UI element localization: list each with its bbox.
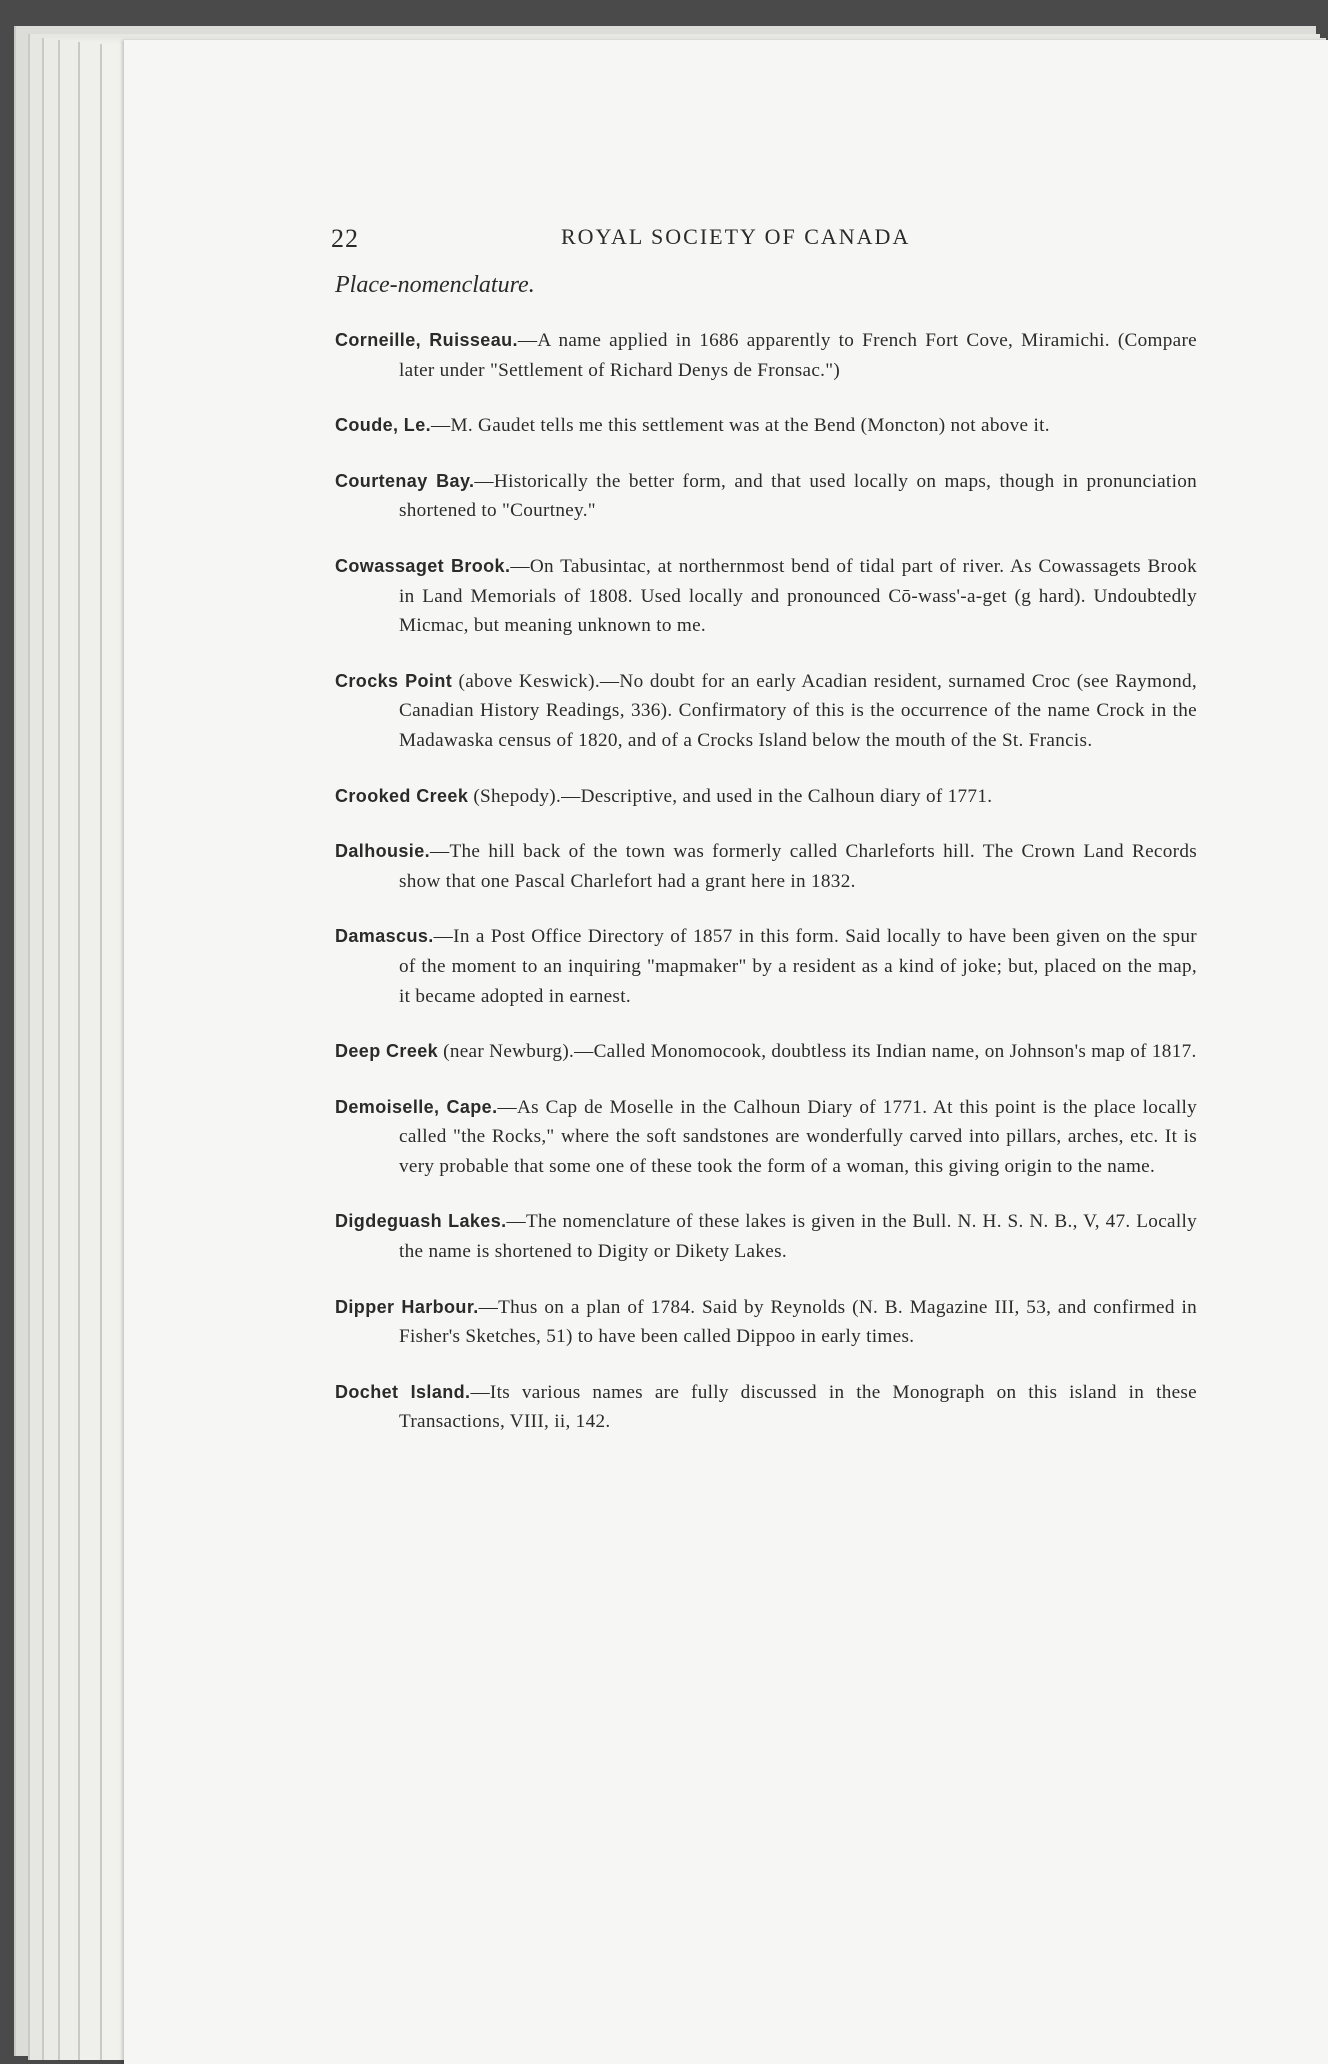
section-title: Place-nomenclature. bbox=[335, 272, 535, 298]
entry-text: —The nomenclature of these lakes is given in the Bull. N. H. S. N. B., V, 47. Locally the name is shortened to Digity or Dikety Lakes. bbox=[399, 1211, 1197, 1263]
entry-text: —Historically the better form, and that used locally on maps, though in pronunciation shortened to "Courtney." bbox=[399, 470, 1197, 522]
list-item bbox=[335, 1378, 1197, 1437]
entry-heading: Deep Creek bbox=[335, 1041, 439, 1062]
entry-text: —M. Gaudet tells me this settlement was at the Bend (Moncton) not above it. bbox=[431, 415, 1050, 437]
page-number: 22 bbox=[331, 224, 359, 253]
entry-text: —A name applied in 1686 apparently to French Fort Cove, Miramichi. (Compare later under "Settlement of Richard Denys de Fronsac.") bbox=[399, 330, 1197, 381]
list-item bbox=[335, 1207, 1197, 1266]
entry-text: (near Newburg).—Called Monomocook, doubtless its Indian name, on Johnson's map of 1817. bbox=[438, 1041, 1197, 1063]
entry-text: (above Keswick).—No doubt for an early Acadian resident, surnamed Croc (see Raymond, Canadian History Readings, 336). Confirmatory of this is the occurrence of the name Crock in the Madawaska census of 1820, and of a Crocks Island below the mouth of the St. Francis. bbox=[399, 670, 1197, 751]
entry-text: —The hill back of the town was formerly called Charleforts hill. The Crown Land Records show that one Pascal Charlefort had a grant here in 1832. bbox=[399, 841, 1197, 892]
entry-list bbox=[335, 326, 1197, 1463]
list-item bbox=[335, 411, 1197, 441]
entry-heading: Damascus. bbox=[335, 926, 434, 947]
entry-text: —As Cap de Moselle in the Calhoun Diary of 1771. At this point is the place locally called "the Rocks," where the soft sandstones are wonderfully carved into pillars, arches, etc. It is very probable that some one of these took the form of a woman, this giving origin to the name. bbox=[399, 1096, 1197, 1177]
entry-heading: Cowassaget Brook. bbox=[335, 555, 511, 576]
list-item bbox=[335, 552, 1197, 641]
entry-heading: Crooked Creek bbox=[335, 785, 469, 806]
entry-heading: Crocks Point bbox=[335, 670, 453, 691]
entry-heading: Dalhousie. bbox=[335, 841, 431, 862]
list-item bbox=[335, 1293, 1197, 1352]
list-item bbox=[335, 782, 1197, 812]
running-title: ROYAL SOCIETY OF CANADA bbox=[561, 224, 911, 249]
entry-heading: Courtenay Bay. bbox=[335, 470, 475, 491]
entry-heading: Dipper Harbour. bbox=[335, 1296, 479, 1317]
entry-heading: Coude, Le. bbox=[335, 415, 432, 436]
entry-heading: Demoiselle, Cape. bbox=[335, 1096, 498, 1117]
page-header bbox=[331, 224, 1091, 264]
list-item bbox=[335, 667, 1197, 756]
entry-text: (Shepody).—Descriptive, and used in the Calhoun diary of 1771. bbox=[468, 785, 993, 807]
list-item bbox=[335, 326, 1197, 385]
list-item bbox=[335, 1037, 1197, 1067]
list-item bbox=[335, 467, 1197, 526]
list-item bbox=[335, 922, 1197, 1011]
entry-text: —In a Post Office Directory of 1857 in this form. Said locally to have been given on the spur of the moment to an inquiring "mapmaker" by a resident as a kind of joke; but, placed on the map, it became adopted in earnest. bbox=[399, 926, 1197, 1007]
entry-heading: Corneille, Ruisseau. bbox=[335, 330, 518, 350]
entry-text: —Its various names are fully discussed in the Monograph on this island in these Transactions, VIII, ii, 142. bbox=[399, 1381, 1197, 1433]
list-item bbox=[335, 1093, 1197, 1182]
entry-heading: Dochet Island. bbox=[335, 1381, 471, 1402]
list-item bbox=[335, 837, 1197, 896]
document-page bbox=[124, 40, 1328, 2064]
entry-text: —On Tabusintac, at northernmost bend of tidal part of river. As Cowassagets Brook in Land Memorials of 1808. Used locally and pronounced Cō-wass'-a-get (g hard). Undoubtedly Micmac, but meaning unknown to me. bbox=[399, 555, 1197, 637]
entry-heading: Digdeguash Lakes. bbox=[335, 1211, 507, 1232]
entry-text: —Thus on a plan of 1784. Said by Reynolds (N. B. Magazine III, 53, and confirmed in Fisher's Sketches, 51) to have been called Dippoo in early times. bbox=[399, 1296, 1197, 1348]
